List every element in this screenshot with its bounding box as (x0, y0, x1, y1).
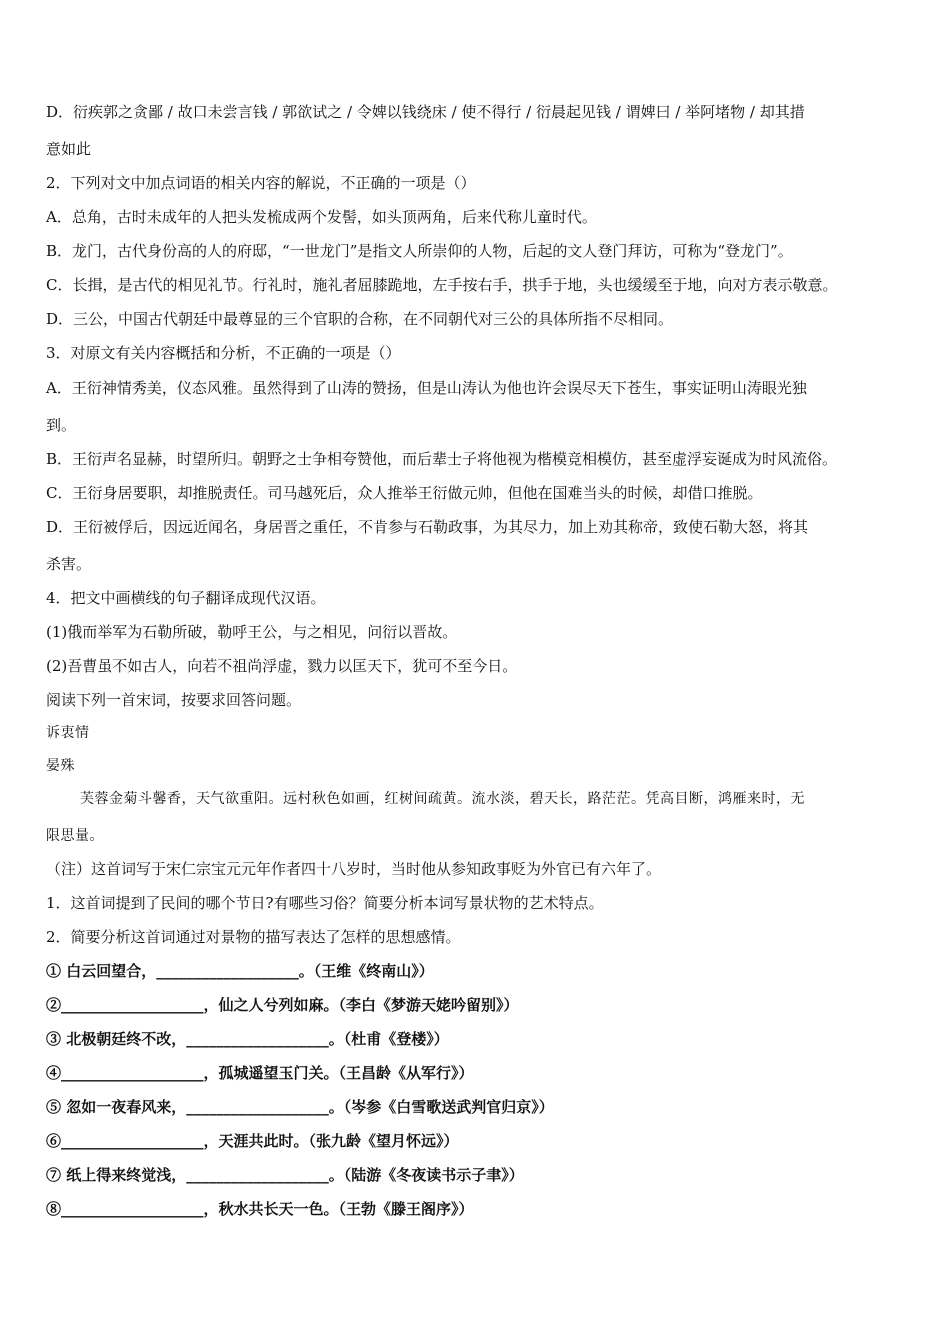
question-3-option-c: C．王衍身居要职，却推脱责任。司马越死后，众人推举王衍做元帅，但他在国难当头的时候，却借口推脱。 (46, 484, 763, 502)
question-2-option-b: B．龙门，古代身份高的人的府邸，“一世龙门”是指文人所崇仰的人物，后起的文人登门拜访，可称为“登龙门”。 (46, 242, 793, 260)
question-3-option-b: B．王衍声名显赫，时望所归。朝野之士争相夸赞他，而后辈士子将他视为楷模竞相模仿，甚至虚浮妄诞成为时风流俗。 (46, 450, 838, 468)
poem-note: （注）这首词写于宋仁宗宝元元年作者四十八岁时，当时他从参知政事贬为外官已有六年了。 (46, 860, 662, 878)
option-d-continuation: 意如此 (46, 140, 92, 158)
poem-question-1: 1．这首词提到了民间的哪个节日?有哪些习俗？简要分析本词写景状物的艺术特点。 (46, 894, 604, 912)
question-3-stem: 3．对原文有关内容概括和分析，不正确的一项是（） (46, 344, 401, 362)
poem-body: 芙蓉金菊斗馨香，天气欲重阳。远村秋色如画，红树间疏黄。流水淡，碧天长，路茫茫。凭高目断，鸿雁来时，无 (80, 791, 805, 807)
question-2-option-c: C．长揖，是古代的相见礼节。行礼时，施礼者屈膝跪地，左手按右手，拱手于地，头也缓缓至于地，向对方表示敬意。 (46, 276, 838, 294)
fill-blank-7: ⑦ 纸上得来终觉浅，___________________。（陆游《冬夜读书示子聿》） (46, 1166, 524, 1184)
question-4-sentence-2: (2)吾曹虽不如古人，向若不祖尚浮虚，戮力以匡天下，犹可不至今日。 (46, 657, 518, 675)
fill-blank-5: ⑤ 忽如一夜春风来，___________________。（岑参《白雪歌送武判官归京》） (46, 1098, 554, 1116)
question-2-option-a: A．总角，古时未成年的人把头发梳成两个发髻，如头顶两角，后来代称儿童时代。 (46, 208, 597, 226)
question-4-stem: 4．把文中画横线的句子翻译成现代汉语。 (46, 589, 326, 607)
question-3-option-d: D．王衍被俘后，因远近闻名，身居晋之重任，不肯参与石勒政事，为其尽力，加上劝其称帝，致使石勒大怒，将其 (46, 518, 809, 536)
question-3-option-d-continuation: 杀害。 (46, 555, 92, 573)
fill-blank-4: ④___________________，孤城遥望玉门关。（王昌龄《从军行》） (46, 1064, 474, 1082)
question-2-stem: 2．下列对文中加点词语的相关内容的解说，不正确的一项是（） (46, 174, 476, 192)
fill-blank-6: ⑥___________________，天涯共此时。（张九龄《望月怀远》） (46, 1132, 459, 1150)
fill-blank-8: ⑧___________________，秋水共长天一色。（王勃《滕王阁序》） (46, 1200, 474, 1218)
poem-body-continuation: 限思量。 (46, 828, 104, 844)
poem-question-2: 2．简要分析这首词通过对景物的描写表达了怎样的思想感情。 (46, 928, 461, 946)
fill-blank-1: ① 白云回望合，___________________。（王维《终南山》） (46, 962, 434, 980)
question-4-sentence-1: (1)俄而举军为石勒所破，勒呼王公，与之相见，问衍以晋故。 (46, 623, 458, 641)
fill-blank-3: ③ 北极朝廷终不改，___________________。（杜甫《登楼》） (46, 1030, 449, 1048)
poem-author: 晏殊 (46, 758, 75, 774)
fill-blank-2: ②___________________，仙之人兮列如麻。（李白《梦游天姥吟留别》） (46, 996, 519, 1014)
question-2-option-d: D．三公，中国古代朝廷中最尊显的三个官职的合称，在不同朝代对三公的具体所指不尽相同。 (46, 310, 674, 328)
question-3-option-a-continuation: 到。 (46, 416, 77, 434)
poem-reading-instruction: 阅读下列一首宋词，按要求回答问题。 (46, 691, 302, 709)
question-3-option-a: A．王衍神情秀美，仪态风雅。虽然得到了山涛的赞扬，但是山涛认为他也许会误尽天下苍生，事实证明山涛眼光独 (46, 379, 807, 397)
option-d-sentence-break: D．衍疾郭之贪鄙 / 故口未尝言钱 / 郭欲试之 / 令婢以钱绕床 / 使不得行 / 衍晨起见钱 / 谓婢曰 / 举阿堵物 / 却其措 (46, 103, 805, 121)
poem-title: 诉衷情 (46, 725, 90, 741)
